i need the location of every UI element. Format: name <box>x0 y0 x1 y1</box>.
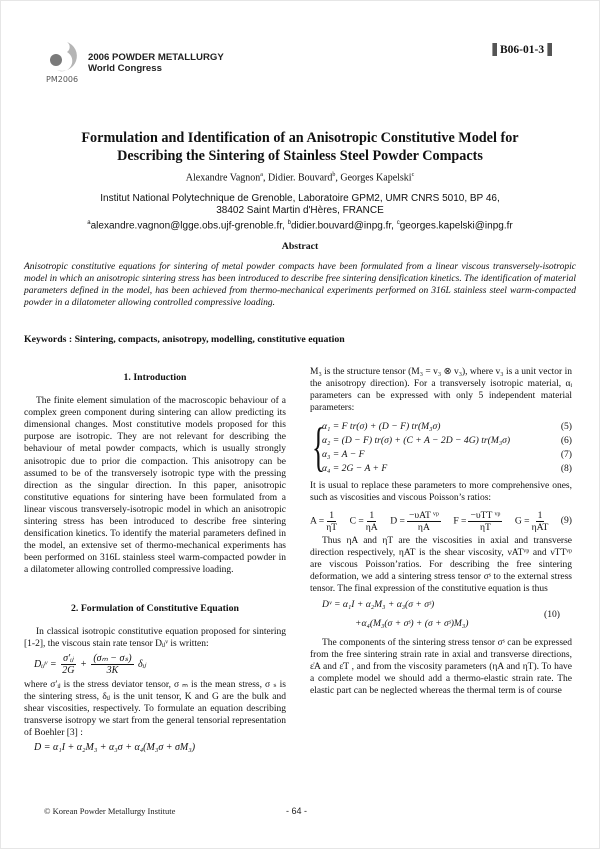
eq-tail: δᵢⱼ <box>138 658 147 670</box>
email-list: $^a$alexandre.vagnon@lgge.obs.ujf-grenoble.fr, $^b$didier.bouvard@inpg.fr, $^c$georges.kapelski@inpg.fr <box>87 220 513 232</box>
left-column <box>24 372 286 757</box>
eq-operator: + <box>80 658 87 670</box>
eq10-line2: +α₄(M₃(σ + σˢ) + (σ + σˢ)M₃) <box>355 618 469 630</box>
where-paragraph: where σ′ᵢⱼ is the stress deviator tensor, σ ₘ is the mean stress, σ ₛ is the sintering stress, δᵢⱼ is the unit tensor, K and G are the bulk and shear viscosities, respectively. To formulate an equation describing transverse isotropy we start from the general tensorial representation of Boehler [3] : <box>24 679 286 739</box>
eq9-lhs: F = <box>453 515 467 527</box>
author-sup: a <box>260 172 263 178</box>
eq9-denominator: ηA <box>365 521 378 533</box>
replace-paragraph: It is usual to replace these parameters to more comprehensive ones, such as viscosities and viscous Poisson’s ratios: <box>310 481 572 504</box>
equation-number: (9) <box>560 515 572 527</box>
eq9-lhs: G = <box>514 515 530 527</box>
title-line2: Describing the Sintering of Stainless Steel Powder Compacts <box>117 147 483 164</box>
eq9-term <box>390 510 443 533</box>
equation-number: (10) <box>544 609 560 621</box>
eq-denominator: 2G <box>62 664 75 676</box>
equation-number: (7) <box>560 449 572 461</box>
email-link[interactable]: didier.bouvard@inpg.fr <box>290 220 392 232</box>
equation-row <box>322 434 572 448</box>
author: Didier. Bouvard <box>267 172 333 184</box>
components-paragraph: The components of the sintering stress tensor σˢ can be expressed from the free sintering strain rate in axial and transverse directions, ε̇A and ε̇T , and from the viscosity parameters (ηA and ηT). To have a complete model we should add a thermo-elastic strain rate. The elastic part can be neglected whereas the thermal term is of course <box>310 638 572 697</box>
email-link[interactable]: georges.kapelski@inpg.fr <box>399 220 513 232</box>
paper-code-badge <box>492 43 552 56</box>
eq9-denominator: ηT <box>326 521 338 533</box>
author-sup: c <box>411 172 415 178</box>
eq10-line1: Dᵛ = α₁I + α₂M₃ + α₃(σ + σˢ) <box>322 599 435 611</box>
conference-line1: 2006 POWDER METALLURGY <box>88 52 224 63</box>
email-sup: b <box>287 220 291 226</box>
eq9-term <box>515 510 551 533</box>
page-number: - 64 - <box>286 806 308 816</box>
thus-paragraph: Thus ηA and ηT are the viscosities in axial and transverse direction respectively, ηAT is the shear viscosity, νATᵛᵖ and νTTᵛᵖ are viscous Poisson’ratios. For describing the free sintering deformation, we add a sintering stress tensor σˢ to the external stress tensor. The final expression of the constitutive equation is thus <box>310 535 572 594</box>
eq9-term <box>453 510 504 533</box>
eq-numerator: σ′ᵢⱼ <box>63 652 74 664</box>
paper-title <box>40 130 560 165</box>
eq9-numerator: 1 <box>329 509 335 521</box>
email-link[interactable]: alexandre.vagnon@lgge.obs.ujf-grenoble.fr <box>90 220 283 232</box>
author-list: Alexandre Vagnon$^a$, Didier. Bouvard$^b$, Georges Kapelski$^c$ <box>185 172 415 184</box>
abstract-text: Anisotropic constitutive equations for sintering of metal powder compacts have been formulated from a linear viscous transversely-isotropic model in which an anisotropic sintering stress has been introduced to describe free sintering densification kinetics. The identification of material parameters defined in the model, has been achieved from thermo-mechanical experiments performed on 316L stainless steel warm-compacted powder in a dilatometer allowing controlled compressive loading. <box>24 262 576 309</box>
equation-isotropic <box>34 653 286 676</box>
eq9-lhs: C = <box>349 515 364 527</box>
equation-text: α₄ = 2G − A + F <box>322 463 388 475</box>
eq9-denominator: ηT <box>479 521 491 533</box>
conference-name <box>88 52 224 74</box>
keywords: Keywords : Sintering, compacts, anisotropy, modelling, constitutive equation <box>24 334 345 345</box>
section-heading-formulation: 2. Formulation of Constitutive Equation <box>71 602 239 614</box>
author-sup: b <box>332 172 336 178</box>
eq-numerator: (σₘ − σₛ) <box>93 652 132 664</box>
eq9-term <box>350 510 380 533</box>
bracket-bar-left <box>492 43 497 56</box>
eq9-denominator: ηA <box>417 521 430 533</box>
structure-tensor-paragraph: M₃ is the structure tensor (M₃ = v₃ ⊗ v₃), where v₃ is a unit vector in the anisotropy direction). For a transversely isotropic material, αᵢ parameters can be expressed with only 5 independent material parameters: <box>310 367 572 414</box>
logo-text: PM2006 <box>46 75 79 84</box>
equation-10 <box>310 599 572 633</box>
affiliation <box>30 193 570 232</box>
equation-number: (5) <box>560 421 572 433</box>
eq9-numerator: 1 <box>537 509 543 521</box>
equation-row <box>322 448 572 462</box>
paper-code: B06-01-3 <box>500 43 545 56</box>
eq-denominator: 3K <box>106 664 119 676</box>
eq9-numerator: 1 <box>369 509 375 521</box>
eq-fraction <box>91 653 133 676</box>
footer-copyright: © Korean Powder Metallurgy Institute <box>44 806 176 816</box>
eq9-term <box>310 510 339 533</box>
equation-text: α₁ = F tr(σ) + (D − F) tr(M₃σ) <box>322 421 441 433</box>
pm2006-logo-icon <box>45 40 85 84</box>
eq-fraction <box>61 653 75 676</box>
author: Alexandre Vagnon <box>185 172 261 184</box>
eq9-numerator: −υTT ᵛᵖ <box>470 509 501 521</box>
formulation-intro: In classical isotropic constitutive equation proposed for sintering [1-2], the viscous stain rate tensor Dᵢⱼᵛ is written: <box>24 626 286 649</box>
author: Georges Kapelski <box>340 172 412 184</box>
affiliation-line2: 38402 Saint Martin d'Hères, FRANCE <box>216 205 384 216</box>
abstract-heading: Abstract <box>281 241 319 252</box>
equation-number: (6) <box>560 435 572 447</box>
eq9-numerator: −υAT ᵛᵖ <box>408 509 439 521</box>
introduction-paragraph: The finite element simulation of the macroscopic behaviour of a complex green component during sintering can allow predicting its dimensional changes. Most constitutive models proposed for this purpose are isotropic. They are not relevant for describing the behaviour of metal powder compacts, which is usually strongly anisotropic due to prior die compaction. This anisotropy can be assumed to be of the transversely isotropic type with the pressing direction as the singular direction. In this paper, anisotropic constitutive equations for sintering have been formulated from a linear viscous transversely-isotropic model in which an anisotropic sintering stress has been introduced to describe free sintering densification kinetics. To identify the material parameters defined in the model, an extensive set of thermo-mechanical experiments has been performed on 316L stainless steel warm-compacted powder in a dilatometer allowing controlled compressive loading. <box>24 396 286 576</box>
equation-row <box>322 462 572 476</box>
equation-system-5-8 <box>312 417 572 478</box>
eq9-lhs: D = <box>390 515 405 527</box>
email-sup: a <box>87 220 91 226</box>
equation-9 <box>310 510 572 533</box>
equation-text: α₂ = (D − F) tr(σ) + (C + A − 2D − 4G) tr(M₃σ) <box>322 435 511 447</box>
affiliation-line1: Institut National Polytechnique de Grenoble, Laboratoire GPM2, UMR CNRS 5010, BP 46, <box>100 193 500 204</box>
section-heading-introduction: 1. Introduction <box>123 372 187 383</box>
title-line1: Formulation and Identification of an Anisotropic Constitutive Model for <box>81 130 519 146</box>
eq9-lhs: A = <box>310 515 325 527</box>
equation-text: α₃ = A − F <box>322 449 365 461</box>
equation-boehler: D = α₁I + α₂M₃ + α₃σ + α₄(M₃σ + σM₃) <box>34 742 196 754</box>
eq-lhs: Dᵢⱼᵛ = <box>34 658 57 670</box>
eq9-denominator: ηAT <box>531 521 549 533</box>
bracket-bar-right <box>547 43 552 56</box>
right-column <box>310 366 572 698</box>
email-sup: c <box>396 220 400 226</box>
equation-number: (8) <box>560 463 572 475</box>
left-brace-icon: { <box>312 417 325 478</box>
conference-line2: World Congress <box>88 63 162 74</box>
equation-row <box>322 420 572 434</box>
